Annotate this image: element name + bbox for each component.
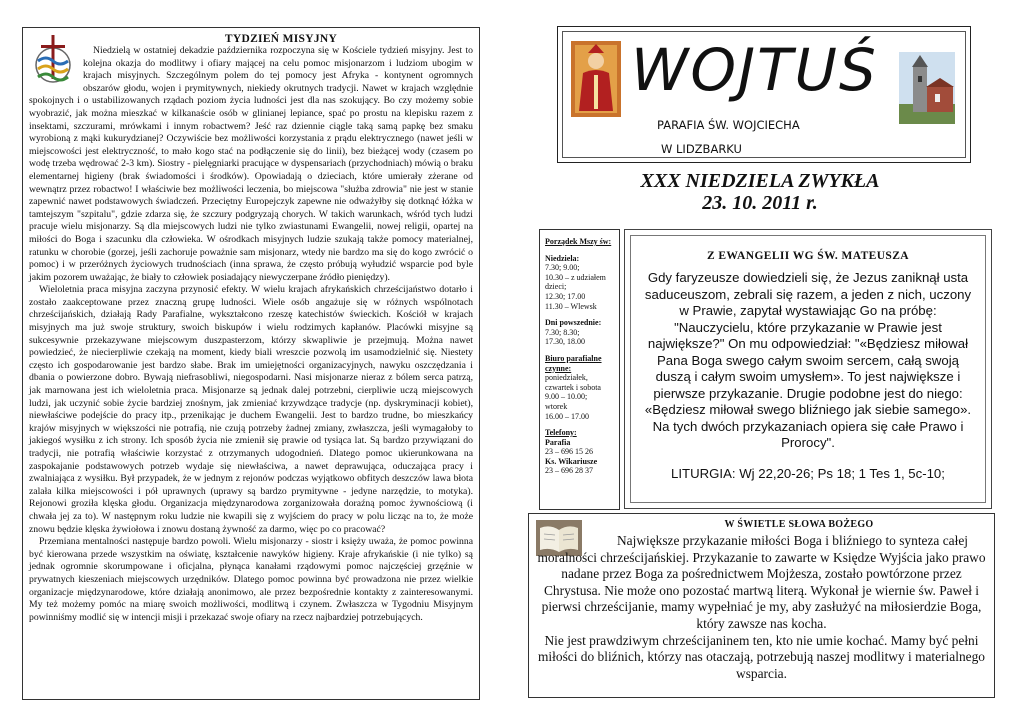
- word-of-god-section: [528, 513, 995, 698]
- parish-town: W LIDZBARKU: [661, 142, 742, 156]
- schedule-item: 7.30; 8.30;: [545, 327, 580, 337]
- schedule-item: 11.30 – Wlewsk: [545, 301, 597, 311]
- parish-name: PARAFIA ŚW. WOJCIECHA: [657, 118, 800, 132]
- word-title: W ŚWIETLE SŁOWA BOŻEGO: [724, 519, 874, 530]
- weekday-masses-label: Dni powszednie:: [545, 318, 602, 328]
- liturgy-readings: LITURGIA: Wj 22,20-26; Ps 18; 1 Tes 1, 5c-10;: [671, 465, 945, 481]
- gospel-section: [624, 229, 992, 509]
- word-text: [535, 533, 988, 682]
- phones-label: Telefony:: [545, 428, 577, 438]
- newsletter-title: WOJTUŚ: [631, 36, 878, 104]
- missions-text: [29, 45, 473, 624]
- missions-article: [22, 27, 480, 700]
- vicar-phone: 23 – 696 28 37: [545, 466, 593, 476]
- gospel-text: Gdy faryzeusze dowiedzieli się, że Jezus zaniknął usta saduceuszom, zebrali się razem, a jeden z nich, uczony w Prawie, zapytał wystawiając Go na próbę: "Nauczycielu, które przykazanie w Prawie jest największe?" On mu odpowiedział: "«Będziesz miłował Pana Boga swego całym swoim sercem, całą swoją duszą i całym swoim umysłem». To jest największe i pierwsze przykazanie. Drugie podobne jest do niego: «Będziesz miłował swego bliźniego jak siebie samego». Na tych dwóch przykazaniach opiera się całe Prawo i Prorocy".: [644, 270, 972, 450]
- church-photo-icon: [899, 52, 955, 124]
- sunday-date: 23. 10. 2011 r.: [702, 192, 818, 214]
- parish-phone: 23 – 696 15 26: [545, 447, 593, 457]
- schedule-heading: Porządek Mszy św:: [545, 237, 612, 246]
- sunday-name: XXX NIEDZIELA ZWYKŁA: [640, 170, 880, 192]
- schedule-item: 9.00 – 10.00;: [545, 392, 588, 402]
- schedule-item: 16.00 – 17.00: [545, 411, 589, 421]
- parish-phone-label: Parafia: [545, 437, 571, 447]
- saint-adalbert-image-icon: [571, 41, 621, 117]
- mass-schedule: [539, 229, 620, 510]
- schedule-item: 10.30 – z udziałem dzieci;: [545, 272, 606, 292]
- missions-paragraph: Niedzielą w ostatniej dekadzie października rozpoczyna się w Kościele tydzień misyjny. Jest to kolejna okazja do modlitwy i ofiary mającej na celu pomoc misjonarzom i ludziom ubogim w krajach misyjnych. Szczególnym polem do tej pomocy jest Afryka - kontynent ogromnych obszarów głodu, wojen i prymitywnych, niekiedy okrutnych tradycji. Nawet w krajach względnie spokojnych i o ustabilizowanych rządach poziom życia ludności jest dla nas szokujący. Bo czy możemy sobie wyobrazić, jak można mieszkać w kilkanaście osób w glinianej lepiance, spać po prostu na klepisku razem z insektami, szczurami, mrówkami i innym robactwem? Jeść raz dziennie ciągle taką samą papkę bez smaku wyrobioną z mąki kukurydzianej? Oczywiście bez możliwości korzystania z prądu elektrycznego (nawet jeśli w miejscowości jest elektryczność, to mało kogo stać na podłączenie się do linii), bez bieżącej wody (czasem po wodę trzeba wędrować 2-3 km). Siostry - pielęgniarki pracujące w dyspensariach (przychodniach) mówią o braku elementarnej higieny (brak świadomości i środków). Opowiadają o dzieciach, które umierały zżerane od wewnątrz przez robactwo! I właściwie bez możliwości leczenia, bo miejscowa "służba zdrowia" nie jest w stanie zapewnić nawet podstawowych świadczeń. Przeciętny Europejczyk zapewne nie odważyłby się dotknąć łóżka w tamtejszym "szpitalu", gdzie zdarza się, że szczury podgryzają chorych. W takich warunkach, wśród tych ludzi pracuje wielu misjonarzy. Są dla miejscowych ludzi nie tylko zwiastunami Ewangelii, nowej religii, opartej na miłości do Boga i szacunku dla człowieka. W ośrodkach misyjnych ludzie szukają także pomocy materialnej, ratunku w chorobie (gorzej, jeśli zachoruje poważnie sam misjonarz, wtedy nie bardzo ma się do kogo zwrócić o pomoc) i w przeróżnych życiowych trudnościach (inna sprawa, że często próbują wyłudzić wsparcie pod byle jakim pozorem uważając, że biały to człowiek posiadający niewyczerpane źródło pieniędzy).: [29, 45, 473, 283]
- schedule-item: 17.30, 18.00: [545, 337, 585, 347]
- word-paragraph: Nie jest prawdziwym chrześcijaninem ten, kto nie umie kochać. Mamy być pełni miłości do bliźnich, którzy nas otaczają, potrzebują naszej modlitwy i materialnego wsparcia.: [538, 632, 985, 681]
- sunday-masses-label: Niedziela:: [545, 253, 580, 263]
- gospel-title: Z EWANGELII WG ŚW. MATEUSZA: [707, 250, 909, 262]
- schedule-item: 7.30; 9.00;: [545, 263, 580, 273]
- vicar-phone-label: Ks. Wikariusze: [545, 456, 598, 466]
- schedule-item: wtorek: [545, 401, 568, 411]
- schedule-item: poniedziałek, czwartek i sobota: [545, 373, 601, 392]
- missions-title: TYDZIEŃ MISYJNY: [224, 33, 338, 45]
- masthead: [557, 26, 971, 163]
- sunday-heading: [600, 170, 920, 214]
- mission-cross-logo-icon: [27, 31, 79, 91]
- missions-paragraph: Wieloletnia praca misyjna zaczyna przynosić efekty. W wielu krajach afrykańskich chrześcijaństwo dotarło i zostało zaakceptowane przez znaczną grupę ludności. Wiele osób angażuje się w różnych wspólnotach chrześcijańskich, działają Rady Parafialne, wykształcono rzeszę katechistów świeckich. Kościół w krajach misyjnych ma już swoje struktury, swoich biskupów i wielu rodzimych kapłanów. Placówki misyjne są sukcesywnie przekazywane miejscowym duszpasterzom, którzy skwapliwie je przejmują. Można nawet powiedzieć, że niecierpliwie czekają na moment, kiedy biali wreszcie pozwolą im usamodzielnić się. Niestety często ich gospodarowanie jest bardzo słabe. Brak im umiejętności organizacyjnych, nawyku oszczędzania i dbania o powierzone dobro. Bywają niefrasobliwi, niegospodarni. Nasi misjonarze nieraz z bólem serca patrzą, jak marnowana jest ich wieloletnia praca. Misjonarze są jednak dalej potrzebni, cierpliwie uczą miejscowych ludzi, jak uczynić sobie życie bardziej znośnym, jak zmieniać krzywdzące tradycje (np. dyskryminacji kobiet), niewłaściwe podejście do pracy itp., przenikając je duchem Ewangelii. Jest to bardzo trudne, bo mieszkańcy krajów misyjnych w większości nie potrafią, nie czują potrzeby żadnej zmiany, zwłaszcza, jeśli wymagałoby to jakiegoś wysiłku z ich strony. Ich sposób życia nie zmienił się prawie od tysiąca lat. Są bardzo przywiązani do tradycji, nie potrafią właściwie korzystać z otrzymanych udogodnień. Dlatego pomoc ukierunkowana na zaspokajanie podstawowych potrzeb wydaje się niewłaściwa, a nawet deprawująca, oduczająca pracy i zwalniająca z wysiłku. Był przypadek, że w jednym z rejonów podczas wyjątkowo obfitych deszczów lawa błota zalała kilka miejscowości i pół uprawnych (uprawy są bardzo prymitywne - jedyne narzędzie, to motyka). Rejonowi groziła klęska głodu. Organizacja międzynarodowa zorganizowała doraźną pomoc żywnościową (i chwała jej za to). W następnym roku ludzie nie kwapili się z wyjściem do pracy w polu licząc na to, że może znowu będzie klęska żywiołowa i znowu dostaną żywność za darmo, więc po co pracować?: [29, 284, 473, 535]
- missions-paragraph: Przemiana mentalności następuje bardzo powoli. Wielu misjonarzy - siostr i księży uważa, że pomoc powinna być kierowana przede wszystkim na oświatę, kształcenie nawyków higieny. Kraje afrykańskie (i nie tylko) są jednak ogromnie skorumpowane i oficjalna, płynąca kanałami rządowymi pomoc najczęściej grzęźnie w prywatnych kieszeniach miejscowych urzędników. Dlatego pomoc powinna być prowadzona nie przez wielkie organizacje międzynarodowe, które działają anonimowo, ale przez bezpośrednie kontakty z zainteresowanymi. My też możemy pomóc na miarę swoich możliwości, modlitwą i czynem. Zwłaszcza w Tygodniu Misyjnym powinniśmy modlić się w intencji misji i przekazać swoje ofiary na rzecz najbardziej potrzebujących.: [29, 536, 473, 623]
- schedule-item: 12.30; 17.00: [545, 291, 586, 301]
- office-hours-label: Biuro parafialne czynne:: [545, 353, 602, 373]
- word-paragraph: Największe przykazanie miłości Boga i bliźniego to synteza całej moralności chrześcijańskiej. Przykazanie to zawarte w Księdze Wyjścia jako prawo nadane przez Boga za pośrednictwem Mojżesza, zostało powtórzone przez Chrystusa. Nie może ono pozostać martwą literą. Wykonał je wiernie św. Paweł i pierwsi chrześcijanie, mamy wypełniać je my, aby zasłużyć na miłosierdzie Boga, który zawsze nas kocha.: [537, 533, 986, 631]
